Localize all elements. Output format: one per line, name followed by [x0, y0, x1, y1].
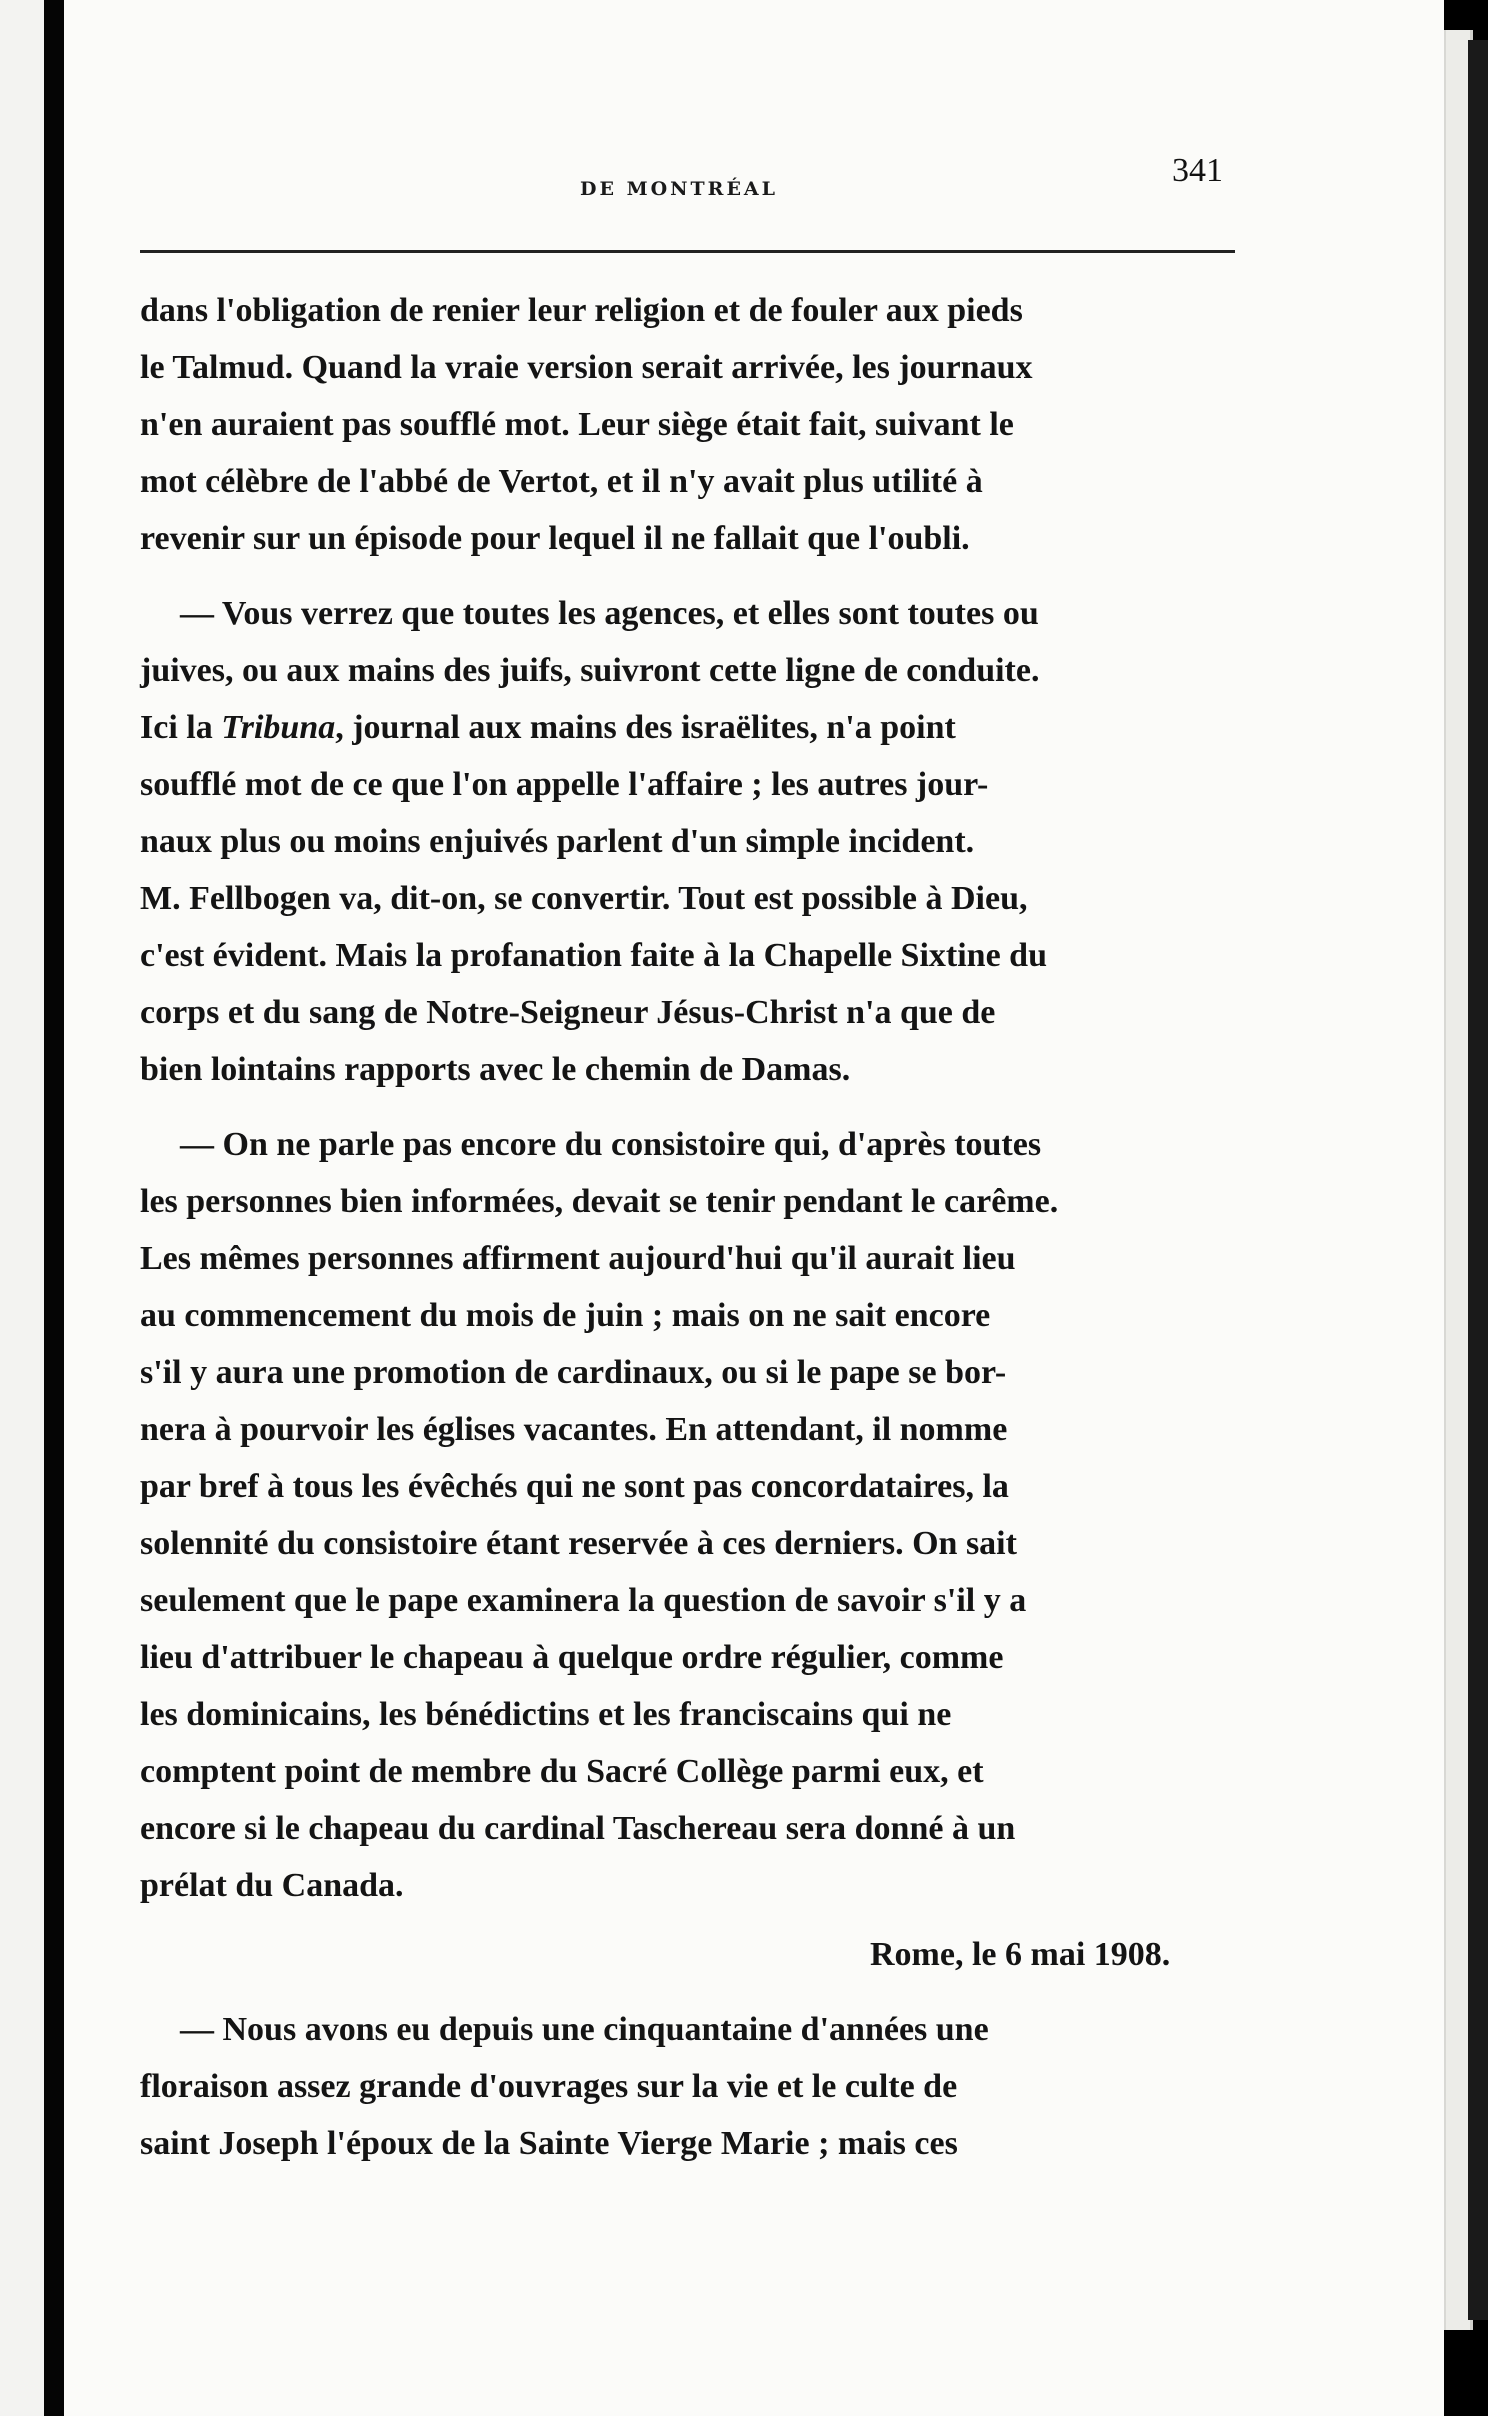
previous-page-edge [0, 0, 44, 2416]
text-line: les dominicains, les bénédictins et les franciscains qui ne [140, 1696, 952, 1733]
text-line: mot célèbre de l'abbé de Vertot, et il n'y avait plus utilité à [140, 463, 983, 500]
paragraph-1 [140, 282, 1260, 567]
text-line: lieu d'attribuer le chapeau à quelque ordre régulier, comme [140, 1639, 1004, 1676]
text-line: naux plus ou moins enjuivés parlent d'un simple incident. [140, 823, 975, 860]
text-line: par bref à tous les évêchés qui ne sont pas concordataires, la [140, 1468, 1009, 1505]
dateline: Rome, le 6 mai 1908. [870, 1936, 1171, 1973]
text-line: le Talmud. Quand la vraie version serait arrivée, les journaux [140, 349, 1033, 386]
text-fragment: Ici la [140, 709, 213, 746]
text-line: n'en auraient pas soufflé mot. Leur siège était fait, suivant le [140, 406, 1014, 443]
newspaper-title: Tribuna [221, 709, 336, 746]
text-line: — Nous avons eu depuis une cinquantaine d'années une [180, 2011, 989, 2048]
text-line: comptent point de membre du Sacré Collège parmi eux, et [140, 1753, 984, 1790]
text-line [140, 699, 1260, 756]
text-line: soufflé mot de ce que l'on appelle l'affaire ; les autres jour- [140, 766, 989, 803]
text-line: M. Fellbogen va, dit-on, se convertir. Tout est possible à Dieu, [140, 880, 1028, 917]
text-line: Les mêmes personnes affirment aujourd'hui qu'il aurait lieu [140, 1240, 1016, 1277]
text-line: revenir sur un épisode pour lequel il ne fallait que l'oubli. [140, 520, 970, 557]
text-line: prélat du Canada. [140, 1867, 404, 1904]
text-fragment: , journal aux mains des israëlites, n'a point [335, 709, 956, 746]
background-edge [1468, 40, 1488, 2320]
text-line: s'il y aura une promotion de cardinaux, ou si le pape se bor- [140, 1354, 1007, 1391]
running-head: DE MONTRÉAL [580, 178, 779, 200]
paragraph-4 [140, 2001, 1260, 2172]
text-line: bien lointains rapports avec le chemin de Damas. [140, 1051, 851, 1088]
text-line: — On ne parle pas encore du consistoire qui, d'après toutes [180, 1126, 1042, 1163]
text-line: juives, ou aux mains des juifs, suivront cette ligne de conduite. [140, 652, 1040, 689]
text-line: dans l'obligation de renier leur religion et de fouler aux pieds [140, 292, 1023, 329]
text-line: encore si le chapeau du cardinal Taschereau sera donné à un [140, 1810, 1016, 1847]
text-line: c'est évident. Mais la profanation faite à la Chapelle Sixtine du [140, 937, 1047, 974]
text-line: corps et du sang de Notre-Seigneur Jésus-Christ n'a que de [140, 994, 996, 1031]
body-text [140, 282, 1260, 2172]
text-line: au commencement du mois de juin ; mais on ne sait encore [140, 1297, 991, 1334]
page-number: 341 [1172, 152, 1223, 189]
text-line: saint Joseph l'époux de la Sainte Vierge Marie ; mais ces [140, 2125, 958, 2162]
text-line: — Vous verrez que toutes les agences, et elles sont toutes ou [180, 595, 1039, 632]
paragraph-2 [140, 585, 1260, 1098]
text-line: floraison assez grande d'ouvrages sur la vie et le culte de [140, 2068, 958, 2105]
text-line: solennité du consistoire étant reservée à ces derniers. On sait [140, 1525, 1017, 1562]
header-rule [140, 250, 1235, 253]
text-line: seulement que le pape examinera la question de savoir s'il y a [140, 1582, 1027, 1619]
text-line: les personnes bien informées, devait se tenir pendant le carême. [140, 1183, 1059, 1220]
paragraph-3 [140, 1116, 1260, 1983]
text-line: nera à pourvoir les églises vacantes. En attendant, il nomme [140, 1411, 1008, 1448]
book-gutter [44, 0, 64, 2416]
